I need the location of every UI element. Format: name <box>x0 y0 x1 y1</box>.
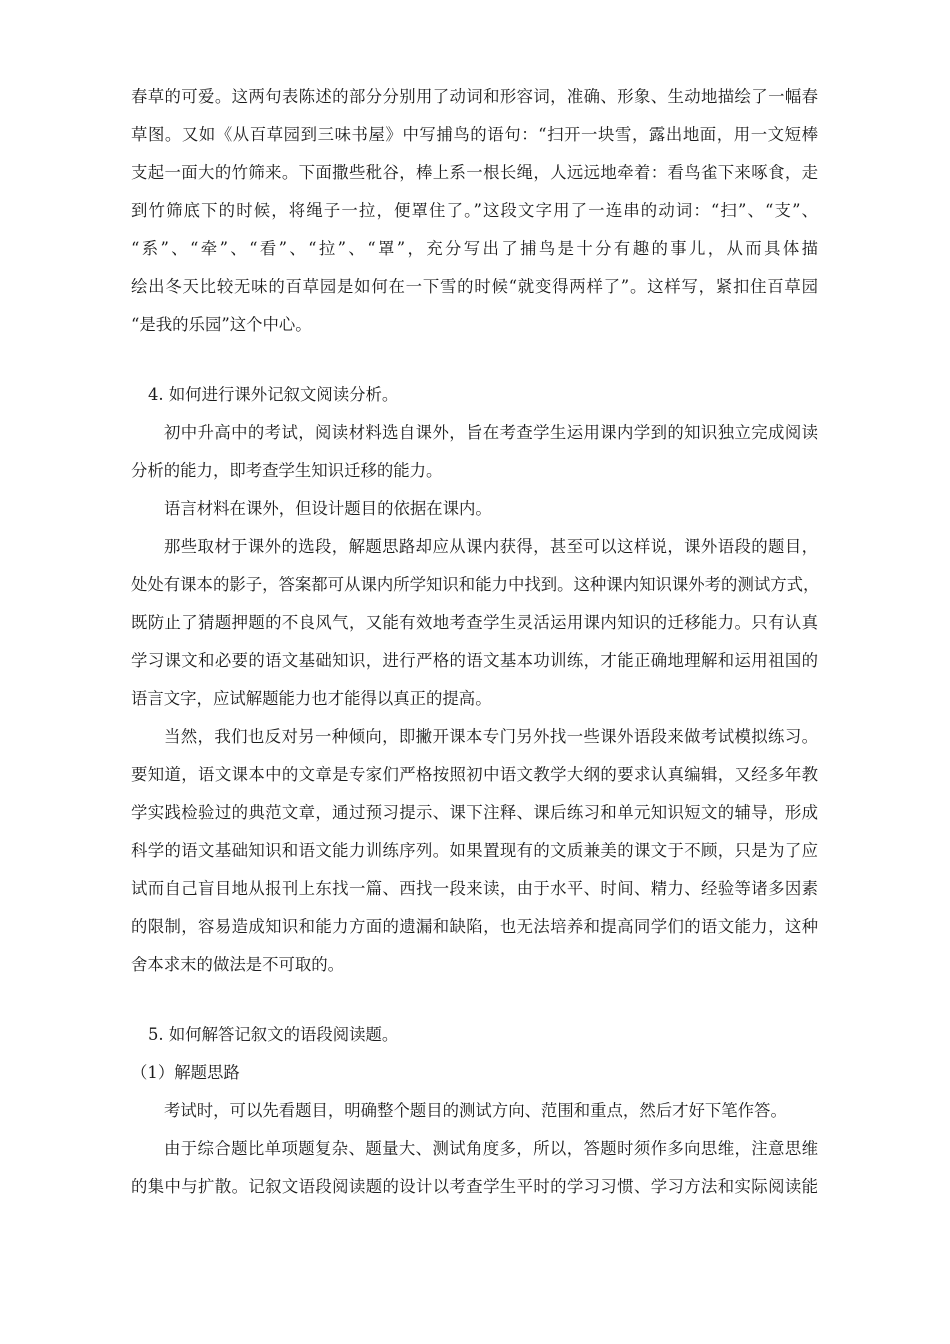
paragraph-line: 舍本求末的做法是不可取的。 <box>131 955 345 974</box>
paragraph-line: 由于综合题比单项题复杂、题量大、测试角度多，所以，答题时须作多向思维，注意思维 <box>164 1139 818 1158</box>
section-heading-4: 4. 如何进行课外记叙文阅读分析。 <box>148 385 399 404</box>
paragraph-line: 的集中与扩散。记叙文语段阅读题的设计以考查学生平时的学习习惯、学习方法和实际阅读能 <box>131 1177 818 1196</box>
paragraph-line: 学习课文和必要的语文基础知识，进行严格的语文基本功训练，才能正确地理解和运用祖国的 <box>131 651 818 670</box>
paragraph-line: 草图。又如《从百草园到三味书屋》中写捕鸟的语句：“扫开一块雪，露出地面，用一文短棒 <box>131 125 818 144</box>
paragraph-line: 考试时，可以先看题目，明确整个题目的测试方向、范围和重点，然后才好下笔作答。 <box>164 1101 787 1120</box>
paragraph-line: 分析的能力，即考查学生知识迁移的能力。 <box>131 461 443 480</box>
paragraph-line: 语言文字，应试解题能力也才能得以真正的提高。 <box>131 689 492 708</box>
paragraph-line: 初中升高中的考试，阅读材料选自课外，旨在考查学生运用课内学到的知识独立完成阅读 <box>164 423 818 442</box>
paragraph-line: 试而自己盲目地从报刊上东找一篇、西找一段来读，由于水平、时间、精力、经验等诸多因素 <box>131 879 818 898</box>
paragraph-line: 那些取材于课外的选段，解题思路却应从课内获得，甚至可以这样说，课外语段的题目， <box>164 537 818 556</box>
paragraph-line: 到竹筛底下的时候，将绳子一拉，便罩住了。”这段文字用了一连串的动词：“扫”、“支”、 <box>131 201 818 220</box>
paragraph-line: 学实践检验过的典范文章，通过预习提示、课下注释、课后练习和单元知识短文的辅导，形成 <box>131 803 818 822</box>
paragraph-line: 支起一面大的竹筛来。下面撒些秕谷，棒上系一根长绳，人远远地牵着：看鸟雀下来啄食，走 <box>131 163 818 182</box>
paragraph-line: 既防止了猜题押题的不良风气，又能有效地考查学生灵活运用课内知识的迁移能力。只有认真 <box>131 613 818 632</box>
paragraph-line: 科学的语文基础知识和语文能力训练序列。如果置现有的文质兼美的课文于不顾，只是为了应 <box>131 841 818 860</box>
paragraph-line: “是我的乐园”这个中心。 <box>131 315 312 334</box>
section-heading-5: 5. 如何解答记叙文的语段阅读题。 <box>148 1025 399 1044</box>
paragraph-line: 当然，我们也反对另一种倾向，即撇开课本专门另外找一些课外语段来做考试模拟练习。 <box>164 727 818 746</box>
paragraph-line: 绘出冬天比较无味的百草园是如何在一下雪的时候“就变得两样了”。这样写，紧扣住百草园 <box>131 277 818 296</box>
paragraph-line: 春草的可爱。这两句表陈述的部分分别用了动词和形容词，准确、形象、生动地描绘了一幅春 <box>131 87 818 106</box>
subsection-heading: （1）解题思路 <box>131 1063 240 1082</box>
paragraph-line: 要知道，语文课本中的文章是专家们严格按照初中语文教学大纲的要求认真编辑，又经多年教 <box>131 765 818 784</box>
paragraph-line: 语言材料在课外，但设计题目的依据在课内。 <box>164 499 492 518</box>
paragraph-line: “系”、“牵”、“看”、“拉”、“罩”，充分写出了捕鸟是十分有趣的事儿，从而具体描 <box>131 239 818 258</box>
paragraph-line: 处处有课本的影子，答案都可从课内所学知识和能力中找到。这种课内知识课外考的测试方式， <box>131 575 820 594</box>
paragraph-line: 的限制，容易造成知识和能力方面的遗漏和缺陷，也无法培养和提高同学们的语文能力，这种 <box>131 917 818 936</box>
